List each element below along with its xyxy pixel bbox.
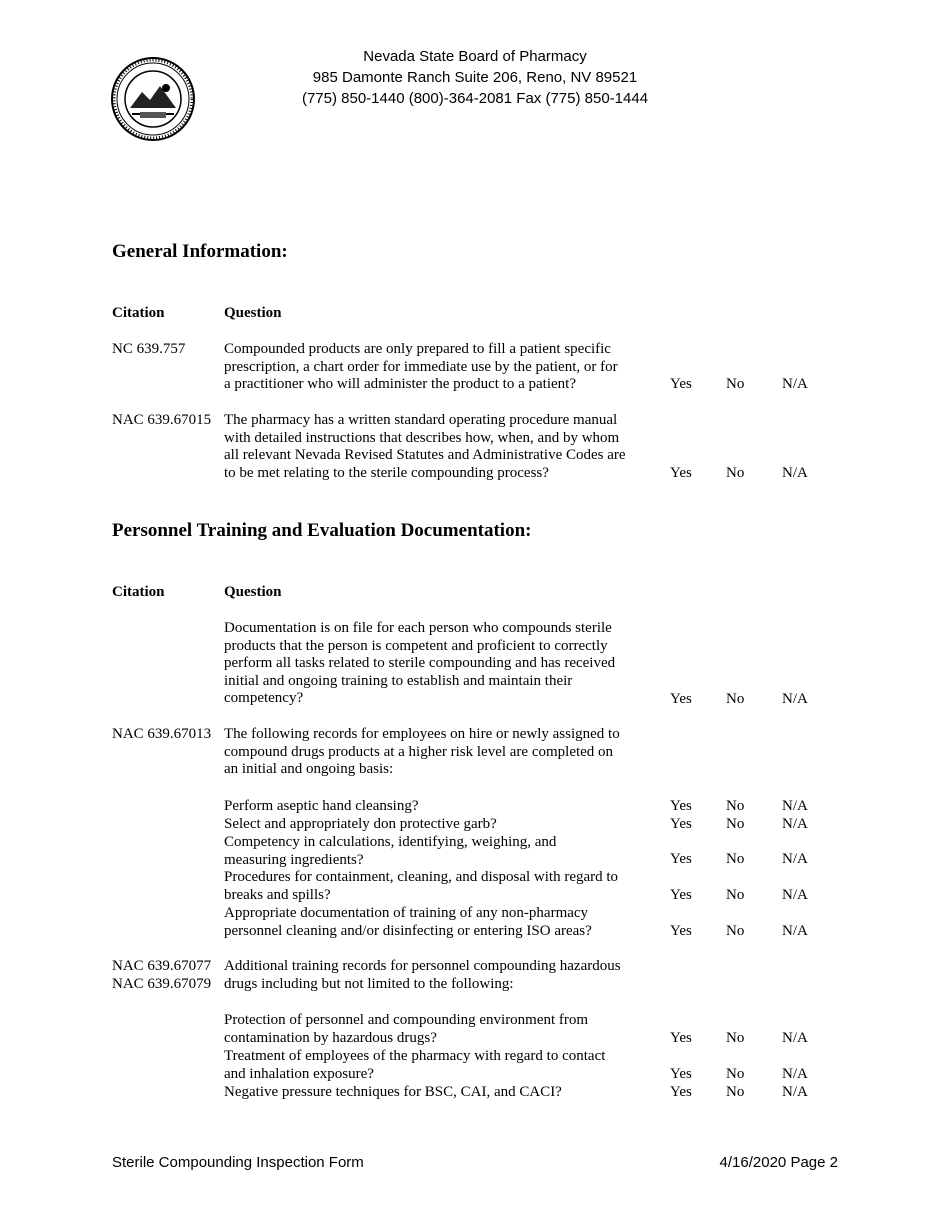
answer-yes[interactable]: Yes [670, 1030, 692, 1046]
answer-na[interactable]: N/A [782, 923, 808, 939]
sub-question: Procedures for containment, cleaning, and disposal with regard to breaks and spills? [224, 869, 619, 903]
answer-na[interactable]: N/A [782, 465, 808, 481]
sub-question: Protection of personnel and compounding environment from contamination by hazardous drugs? [224, 1012, 589, 1046]
answer-yes[interactable]: Yes [670, 465, 692, 481]
answer-na[interactable]: N/A [782, 1084, 808, 1100]
sub-question: Perform aseptic hand cleansing? [224, 798, 419, 814]
answer-yes[interactable]: Yes [670, 816, 692, 832]
sub-question: Treatment of employees of the pharmacy with regard to contact and inhalation exposure? [224, 1048, 606, 1082]
header-org: Nevada State Board of Pharmacy [363, 48, 587, 65]
answer-yes[interactable]: Yes [670, 691, 692, 707]
answer-no[interactable]: No [726, 923, 745, 939]
answer-na[interactable]: N/A [782, 798, 808, 814]
answer-yes[interactable]: Yes [670, 851, 692, 867]
answer-no[interactable]: No [726, 1066, 745, 1082]
question-text: Additional training records for personnel compounding hazardous drugs including but not limited to the following: [224, 958, 621, 992]
answer-no[interactable]: No [726, 465, 745, 481]
answer-na[interactable]: N/A [782, 376, 808, 392]
column-header-citation: Citation [112, 584, 165, 600]
sub-question: Appropriate documentation of training of any non-pharmacy personnel cleaning and/or disinfecting or entering ISO areas? [224, 905, 592, 939]
answer-na[interactable]: N/A [782, 851, 808, 867]
answer-no[interactable]: No [726, 816, 745, 832]
column-header-citation: Citation [112, 305, 165, 321]
header-address: 985 Damonte Ranch Suite 206, Reno, NV 89521 [312, 69, 638, 86]
answer-na[interactable]: N/A [782, 887, 808, 903]
column-header-question: Question [224, 305, 282, 321]
answer-yes[interactable]: Yes [670, 1066, 692, 1082]
citation: NC 639.757 [112, 341, 186, 357]
citation: NAC 639.67015 [112, 412, 212, 428]
answer-na[interactable]: N/A [782, 1030, 808, 1046]
answer-no[interactable]: No [726, 1030, 745, 1046]
sub-question: Select and appropriately don protective garb? [224, 816, 497, 832]
question-text: The pharmacy has a written standard operating procedure manual with detailed instructions that describes how, when, and by whom all relevant Nevada Revised Statutes and Administrative Codes are to be met relating to the sterile compounding process? [224, 412, 626, 481]
answer-na[interactable]: N/A [782, 816, 808, 832]
header-phones: (775) 850-1440 (800)-364-2081 Fax (775) 850-1444 [301, 90, 649, 107]
section-title: Personnel Training and Evaluation Documentation: [112, 520, 532, 541]
nevada-seal-icon [110, 56, 196, 142]
answer-yes[interactable]: Yes [670, 798, 692, 814]
answer-yes[interactable]: Yes [670, 887, 692, 903]
answer-no[interactable]: No [726, 691, 745, 707]
answer-na[interactable]: N/A [782, 1066, 808, 1082]
sub-question: Negative pressure techniques for BSC, CAI, and CACI? [224, 1084, 562, 1100]
answer-yes[interactable]: Yes [670, 923, 692, 939]
section-title: General Information: [112, 241, 288, 262]
citation: NAC 639.67077 NAC 639.67079 [112, 958, 212, 992]
column-header-question: Question [224, 584, 282, 600]
sub-question: Competency in calculations, identifying, weighing, and measuring ingredients? [224, 834, 557, 868]
answer-no[interactable]: No [726, 798, 745, 814]
citation: NAC 639.67013 [112, 726, 212, 742]
footer-form-name: Sterile Compounding Inspection Form [112, 1154, 364, 1171]
footer-date-page: 4/16/2020 Page 2 [719, 1154, 838, 1171]
answer-no[interactable]: No [726, 1084, 745, 1100]
question-text: The following records for employees on hire or newly assigned to compound drugs products at a higher risk level are completed on an initial and ongoing basis: [224, 726, 620, 777]
answer-no[interactable]: No [726, 851, 745, 867]
answer-no[interactable]: No [726, 887, 745, 903]
answer-na[interactable]: N/A [782, 691, 808, 707]
question-text: Compounded products are only prepared to fill a patient specific prescription, a chart order for immediate use by the patient, or for a practitioner who will administer the product to a patient? [224, 341, 618, 392]
question-text: Documentation is on file for each person who compounds sterile products that the person is competent and proficient to correctly perform all tasks related to sterile compounding and has received initial and ongoing training to establish and maintain their competency? [224, 620, 616, 706]
answer-yes[interactable]: Yes [670, 376, 692, 392]
answer-no[interactable]: No [726, 376, 745, 392]
answer-yes[interactable]: Yes [670, 1084, 692, 1100]
